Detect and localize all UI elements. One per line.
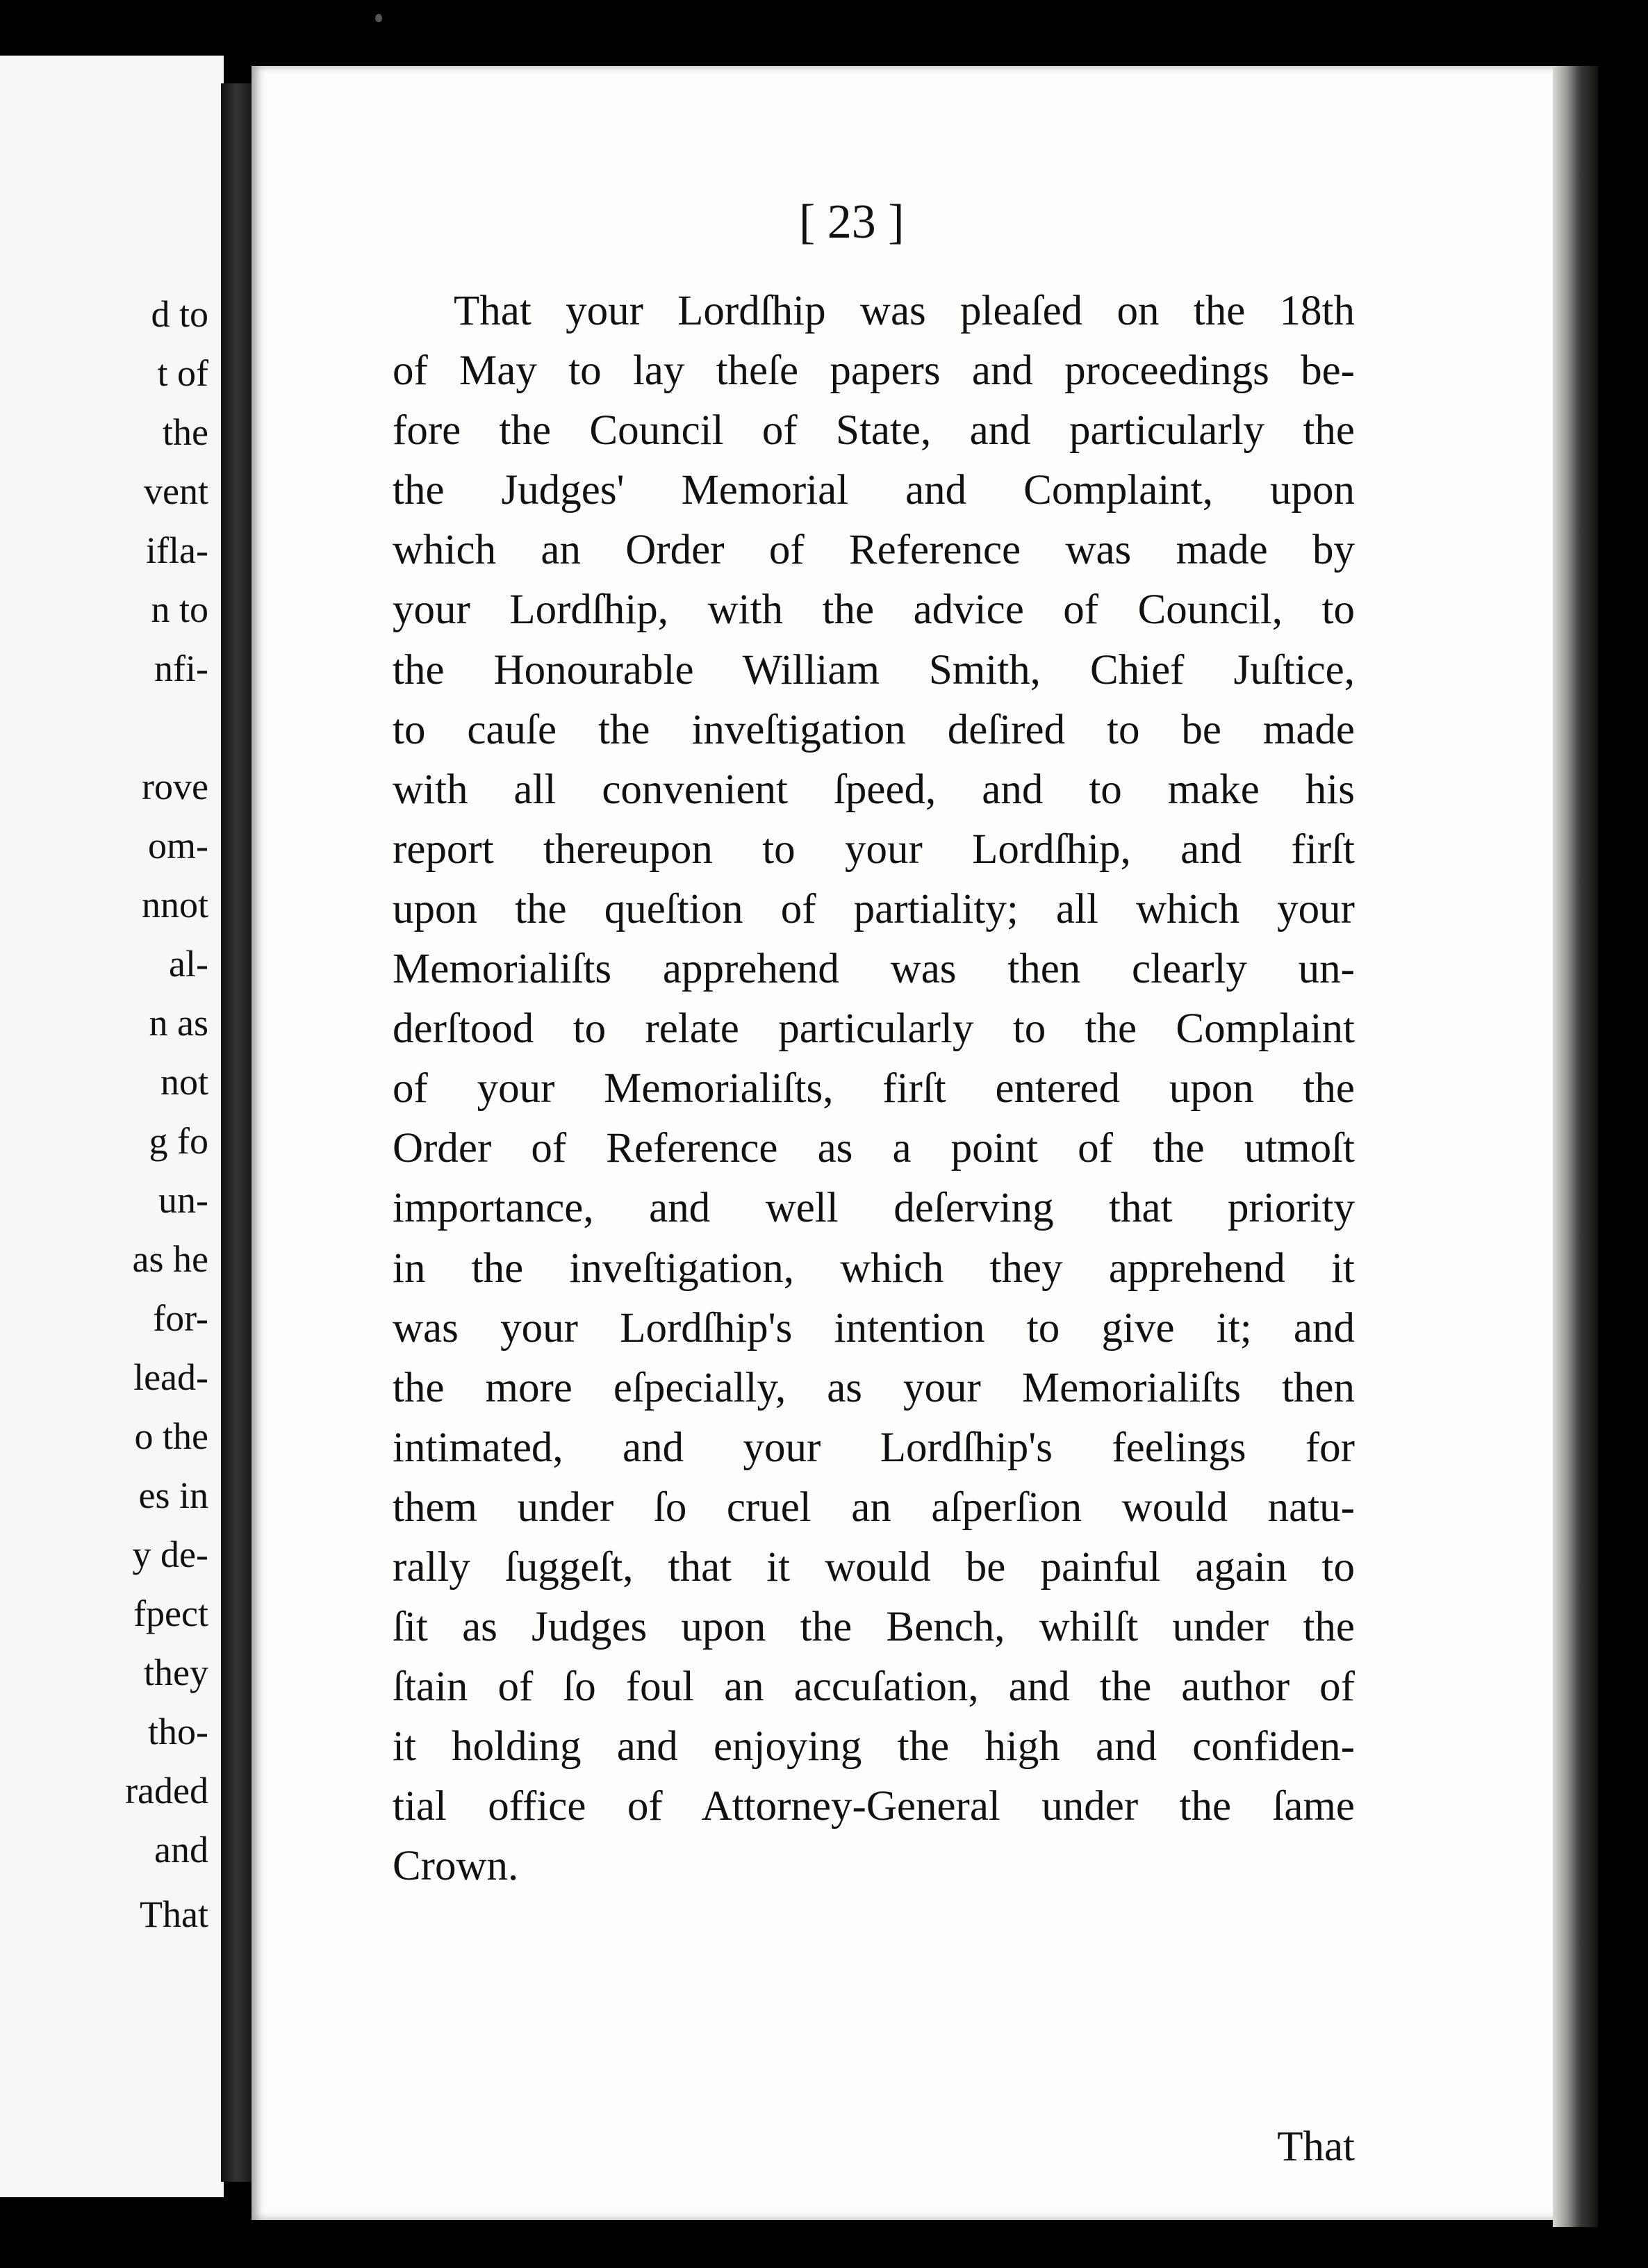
text-line: ſit as Judges upon the Bench, whilſt under the — [393, 1604, 1355, 1651]
text-line: Crown. — [393, 1843, 519, 1890]
left-line: as he — [132, 1238, 208, 1280]
left-line: not — [160, 1061, 208, 1103]
left-line: d to — [151, 293, 208, 335]
text-line: of May to lay theſe papers and proceedings be- — [393, 347, 1355, 395]
text-line: them under ſo cruel an aſperſion would natu- — [393, 1484, 1355, 1531]
body-paragraph — [393, 281, 1355, 2170]
text-line: report thereupon to your Lordſhip, and firſt — [393, 825, 1355, 873]
text-line: of your Memorialiſts, firſt entered upon the — [393, 1065, 1355, 1112]
text-line: That your Lordſhip was pleaſed on the 18th — [454, 288, 1355, 334]
text-line: tial office of Attorney-General under the ſame — [393, 1783, 1355, 1830]
text-line: Order of Reference as a point of the utmoſt — [393, 1125, 1355, 1172]
text-line: derſtood to relate particularly to the Complaint — [393, 1005, 1355, 1053]
left-line: the — [163, 411, 208, 453]
left-line: for- — [153, 1297, 208, 1339]
left-line: es in — [138, 1474, 208, 1516]
page-edge — [1553, 66, 1598, 2227]
text-line: to cauſe the inveſtigation deſired to be made — [393, 706, 1355, 753]
text-line: fore the Council of State, and particularly the — [393, 407, 1355, 454]
left-page-catchword: That — [140, 1893, 208, 1935]
left-line: un- — [158, 1179, 208, 1221]
left-line: g fo — [149, 1120, 208, 1162]
text-line: the Judges' Memorial and Complaint, upon — [393, 467, 1355, 514]
left-line: al- — [169, 943, 208, 985]
text-line: your Lordſhip, with the advice of Council, to — [393, 586, 1355, 634]
text-line: it holding and enjoying the high and confiden- — [393, 1723, 1355, 1770]
left-line: rove — [142, 766, 208, 807]
text-line: Memorialiſts apprehend was then clearly un- — [393, 946, 1355, 993]
text-line: the more eſpecially, as your Memorialiſts then — [393, 1364, 1355, 1411]
left-line: fpect — [133, 1593, 208, 1634]
left-line: om- — [148, 825, 208, 866]
left-line: y de- — [132, 1534, 208, 1575]
text-line: rally ſuggeſt, that it would be painful again to — [393, 1543, 1355, 1591]
left-line: raded — [125, 1770, 208, 1811]
left-page — [0, 56, 224, 2197]
left-line: n to — [151, 589, 208, 630]
left-line: and — [154, 1829, 208, 1871]
left-line: t of — [157, 352, 208, 394]
left-line: o the — [134, 1415, 208, 1457]
left-line — [0, 698, 208, 757]
left-line: tho- — [148, 1711, 208, 1752]
left-line: nnot — [141, 884, 208, 926]
left-line: nfi- — [154, 648, 208, 689]
text-line: which an Order of Reference was made by — [393, 527, 1355, 574]
text-line: was your Lordſhip's intention to give it; and — [393, 1304, 1355, 1351]
page-number: [ 23 ] — [799, 195, 905, 249]
left-line: lead- — [133, 1356, 208, 1398]
left-page-text — [0, 285, 208, 1944]
text-line: with all convenient ſpeed, and to make his — [393, 766, 1355, 813]
catchword: That — [1277, 2123, 1355, 2170]
left-line: n as — [149, 1002, 208, 1044]
ink-speck — [375, 14, 382, 22]
left-line: they — [144, 1652, 208, 1693]
left-line: ifla- — [146, 529, 208, 571]
text-line: intimated, and your Lordſhip's feelings for — [393, 1424, 1355, 1471]
text-line: ſtain of ſo foul an accuſation, and the author of — [393, 1663, 1355, 1711]
text-line: upon the queſtion of partiality; all which your — [393, 885, 1355, 932]
text-line: in the inveſtigation, which they apprehend it — [393, 1244, 1355, 1292]
text-line: importance, and well deſerving that priority — [393, 1185, 1355, 1232]
left-line: vent — [144, 470, 208, 512]
text-line: the Honourable William Smith, Chief Juſtice, — [393, 646, 1355, 693]
